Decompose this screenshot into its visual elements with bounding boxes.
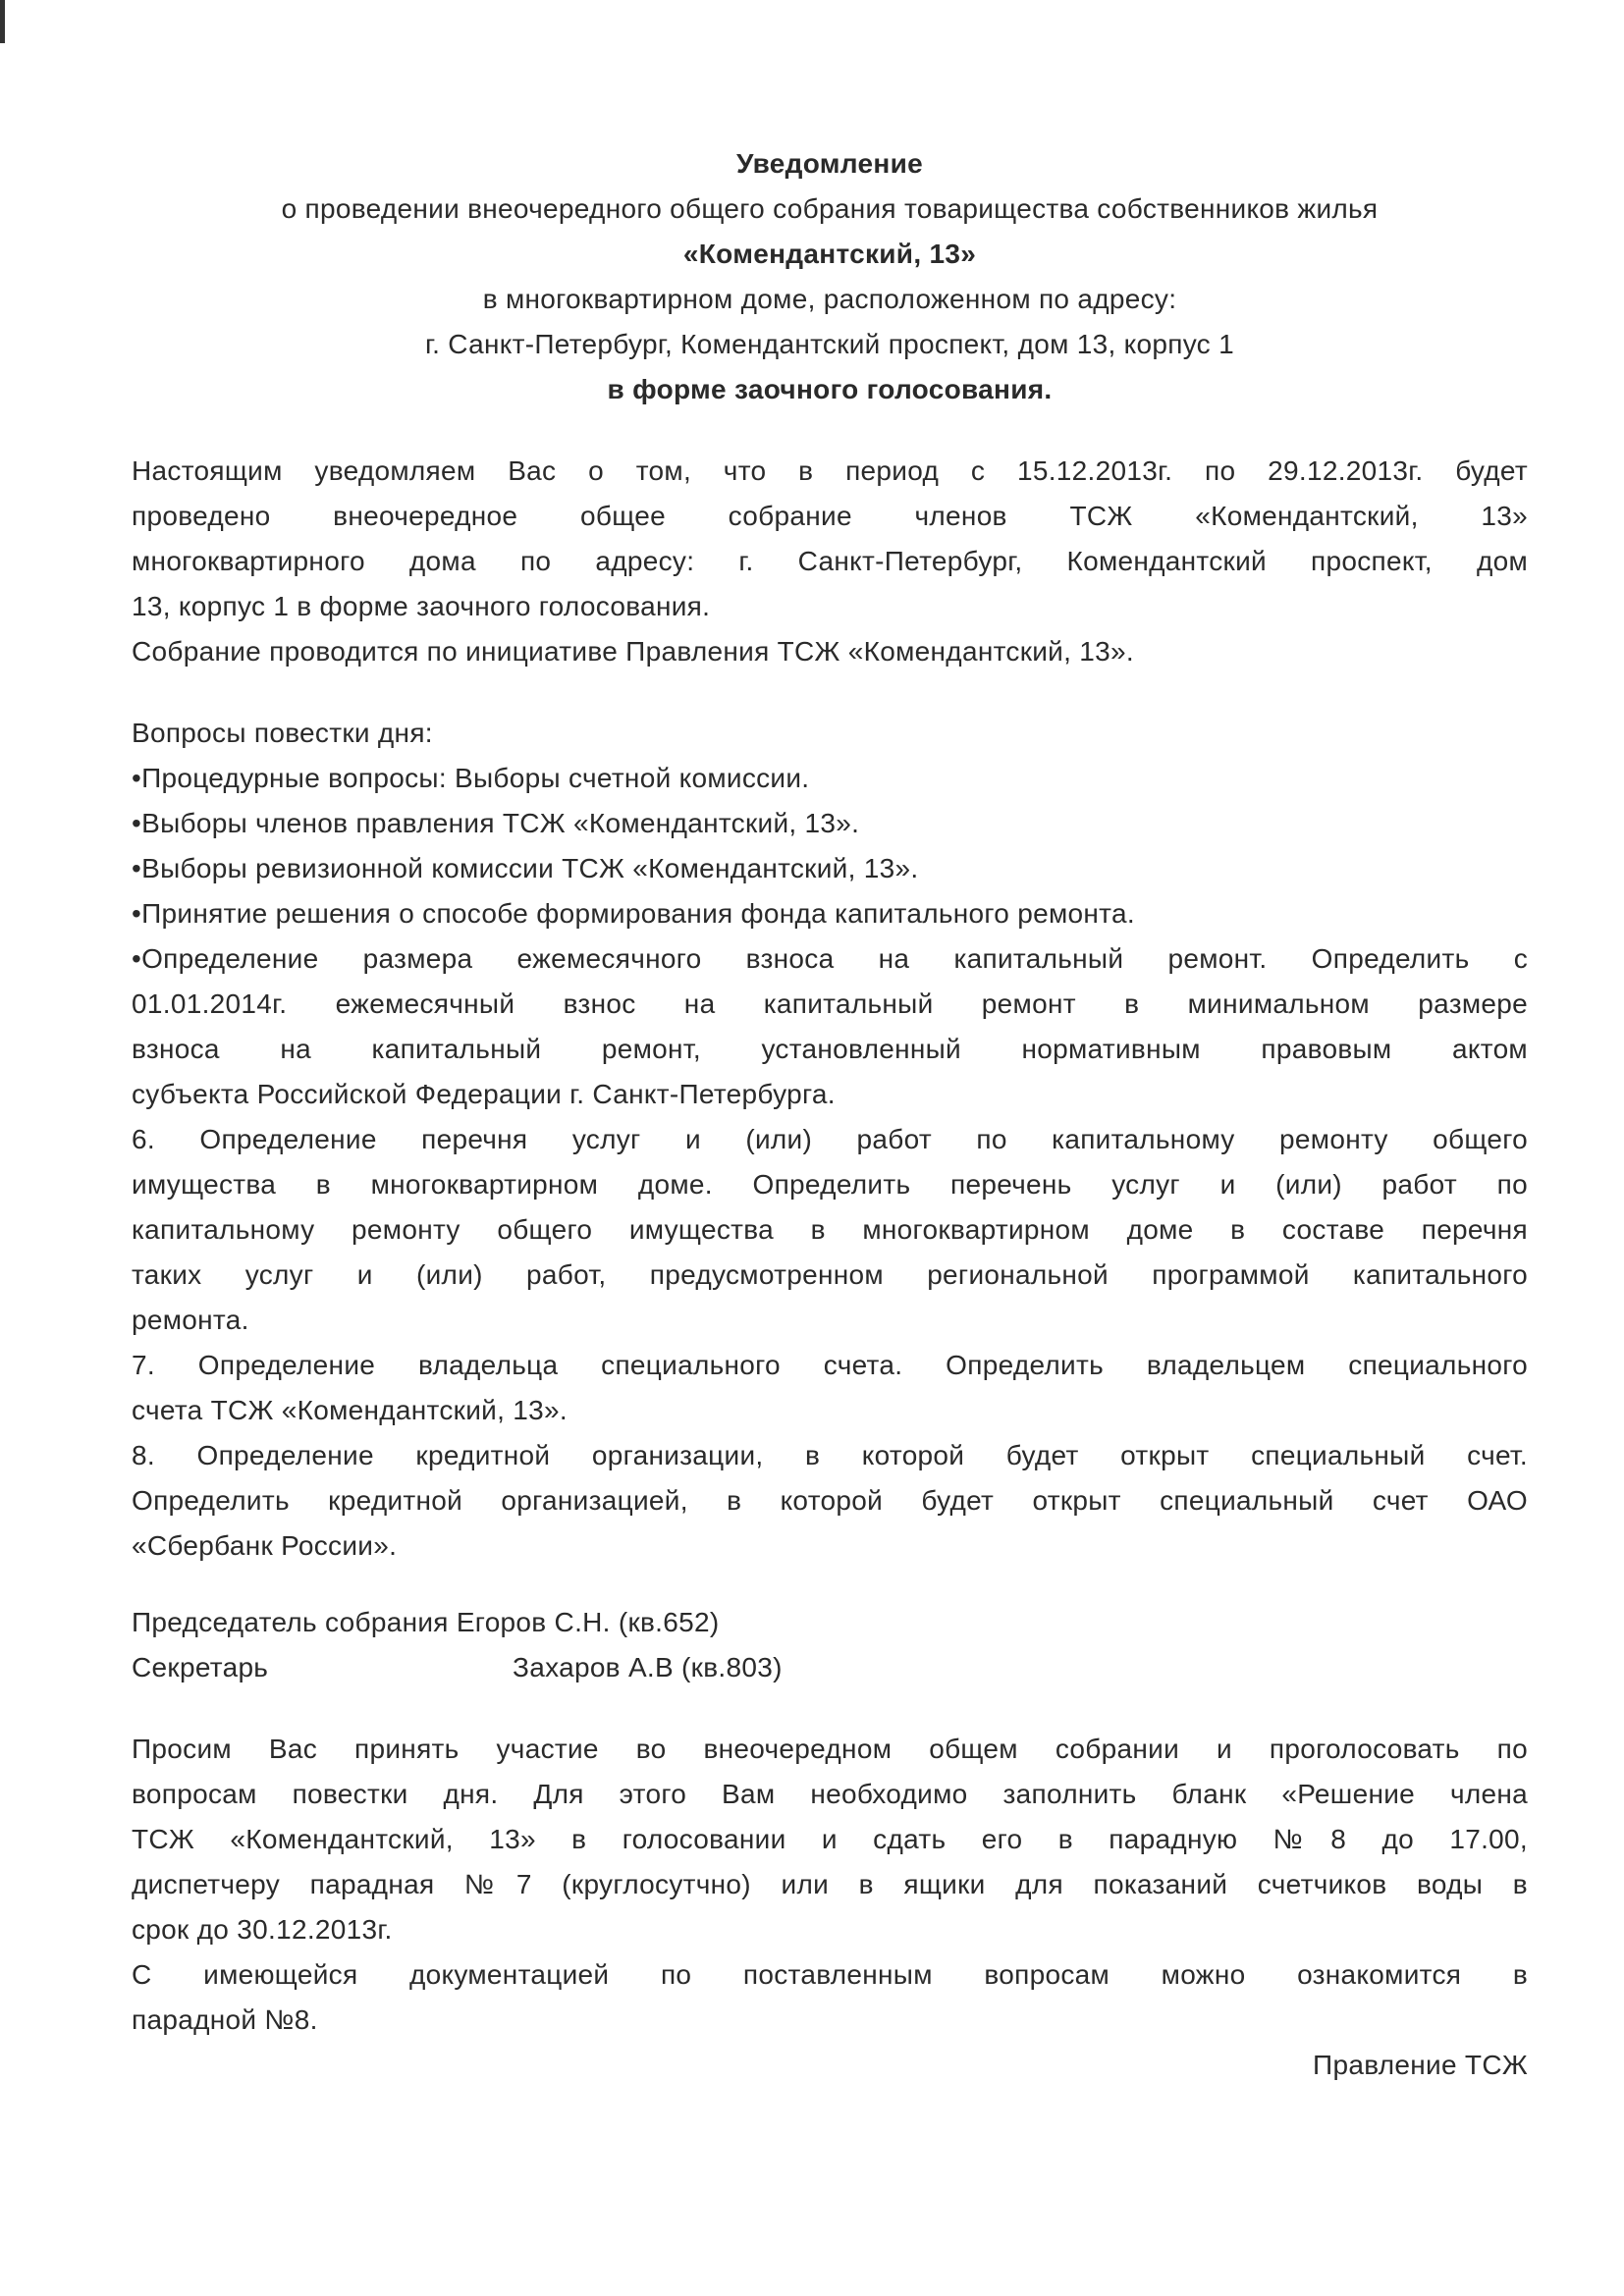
agenda-item: [132, 1117, 1528, 1343]
agenda-list: [132, 756, 1528, 1569]
agenda-item-line: субъекта Российской Федерации г. Санкт-Петербурга.: [132, 1079, 836, 1109]
agenda-item-line: •Процедурные вопросы: Выборы счетной комиссии.: [132, 763, 810, 793]
agenda-section: [132, 711, 1528, 1569]
signature: Правление ТСЖ: [1313, 2050, 1528, 2080]
closing-paragraph-line: срок до 30.12.2013г.: [132, 1914, 393, 1945]
agenda-item-line: •Выборы членов правления ТСЖ «Комендантский, 13».: [132, 808, 860, 838]
header-line: о проведении внеочередного общего собрания товарищества собственников жилья: [281, 193, 1379, 224]
agenda-item-line: таких услуг и (или) работ, предусмотренном региональной программой капитального: [132, 1259, 1528, 1290]
notice-header: [132, 141, 1528, 412]
closing-paragraph-line: С имеющейся документацией по поставленным вопросам можно ознакомится в: [132, 1959, 1528, 1990]
paragraph-line: Настоящим уведомляем Вас о том, что в период с 15.12.2013г. по 29.12.2013г. будет: [132, 455, 1528, 486]
header-line: «Комендантский, 13»: [682, 239, 977, 269]
closing-paragraph-line: вопросам повестки дня. Для этого Вам необходимо заполнить бланк «Решение члена: [132, 1779, 1528, 1809]
paragraph-line: 13, корпус 1 в форме заочного голосования.: [132, 591, 711, 621]
agenda-item-line: •Выборы ревизионной комиссии ТСЖ «Комендантский, 13».: [132, 853, 919, 883]
paragraph-line: проведено внеочередное общее собрание членов ТСЖ «Комендантский, 13»: [132, 501, 1528, 531]
paragraph: [132, 449, 1528, 629]
agenda-heading: Вопросы повестки дня:: [132, 718, 433, 748]
agenda-item-line: •Принятие решения о способе формирования фонда капитального ремонта.: [132, 898, 1135, 929]
secretary-line: [132, 1645, 1528, 1690]
officers-section: [132, 1600, 1528, 1690]
closing-paragraph-line: диспетчеру парадная №7 (круглосутчно) или в ящики для показаний счетчиков воды в: [132, 1869, 1528, 1899]
agenda-item-line: •Определение размера ежемесячного взноса на капитальный ремонт. Определить с: [132, 943, 1528, 974]
header-line: г. Санкт-Петербург, Комендантский проспект, дом 13, корпус 1: [425, 329, 1234, 359]
closing-paragraph: [132, 1952, 1528, 2043]
closing-paragraph-line: ТСЖ «Комендантский, 13» в голосовании и сдать его в парадную №8 до 17.00,: [132, 1824, 1528, 1854]
closing-paragraph: [132, 1727, 1528, 1952]
header-line: в многоквартирном доме, расположенном по адресу:: [482, 284, 1177, 314]
agenda-item: [132, 756, 1528, 801]
paragraph-line: многоквартирного дома по адресу: г. Санкт-Петербург, Комендантский проспект, дом: [132, 546, 1528, 576]
agenda-item-line: 7. Определение владельца специального счета. Определить владельцем специального: [132, 1350, 1528, 1380]
agenda-item-line: ремонта.: [132, 1305, 249, 1335]
secretary-name: Захаров А.В (кв.803): [513, 1652, 783, 1682]
notice-title: Уведомление: [736, 148, 923, 179]
chair-line: Председатель собрания Егоров С.Н. (кв.652): [132, 1607, 720, 1637]
agenda-item-line: имущества в многоквартирном доме. Определить перечень услуг и (или) работ по: [132, 1169, 1528, 1200]
agenda-item: [132, 891, 1528, 936]
closing-paragraph-line: Просим Вас принять участие во внеочередном общем собрании и проголосовать по: [132, 1734, 1528, 1764]
agenda-item-line: взноса на капитальный ремонт, установленный нормативным правовым актом: [132, 1034, 1528, 1064]
agenda-item: [132, 801, 1528, 846]
closing-paragraph-line: парадной №8.: [132, 2004, 318, 2035]
paragraph: [132, 629, 1528, 674]
agenda-item: [132, 1343, 1528, 1433]
agenda-item-line: капитальному ремонту общего имущества в многоквартирном доме в составе перечня: [132, 1214, 1528, 1245]
agenda-item-line: «Сбербанк России».: [132, 1530, 398, 1561]
agenda-item-line: Определить кредитной организацией, в которой будет открыт специальный счет ОАО: [132, 1485, 1528, 1516]
agenda-item-line: счета ТСЖ «Комендантский, 13».: [132, 1395, 568, 1425]
agenda-item-line: 8. Определение кредитной организации, в которой будет открыт специальный счет.: [132, 1440, 1528, 1470]
agenda-item: [132, 846, 1528, 891]
intro-section: [132, 449, 1528, 674]
header-line: в форме заочного голосования.: [607, 374, 1053, 404]
agenda-item: [132, 936, 1528, 1117]
agenda-item: [132, 1433, 1528, 1569]
signature-section: [132, 2043, 1528, 2088]
scan-edge-mark: [0, 0, 5, 43]
notice-document: [132, 141, 1528, 2088]
secretary-label: Секретарь: [132, 1652, 269, 1682]
closing-section: [132, 1727, 1528, 2043]
paragraph-line: Собрание проводится по инициативе Правления ТСЖ «Комендантский, 13».: [132, 636, 1134, 667]
agenda-item-line: 01.01.2014г. ежемесячный взнос на капитальный ремонт в минимальном размере: [132, 988, 1528, 1019]
agenda-item-line: 6. Определение перечня услуг и (или) работ по капитальному ремонту общего: [132, 1124, 1528, 1154]
